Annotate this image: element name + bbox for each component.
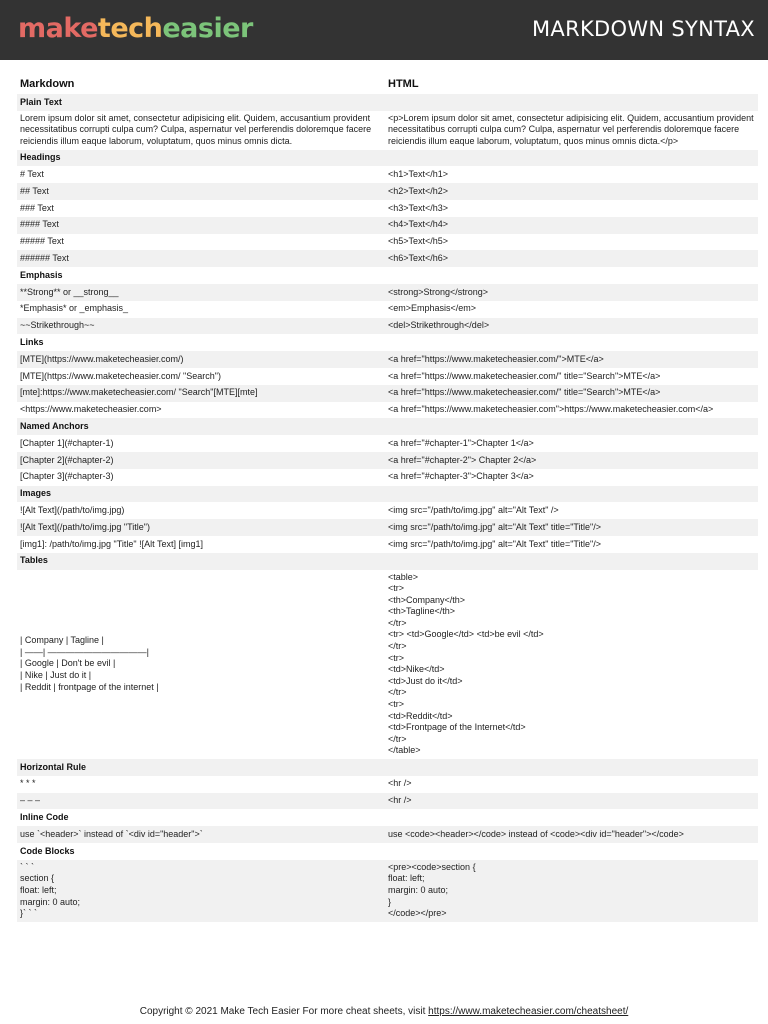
section-spacer [385, 843, 758, 860]
footer-copyright: Copyright © 2021 Make Tech Easier For more cheat sheets, visit [139, 1006, 429, 1017]
markdown-syntax-cell: [mte]:https://www.maketecheasier.com/ "Search"[MTE][mte] [17, 385, 385, 402]
footer [0, 1006, 768, 1017]
markdown-syntax-cell: ~~Strikethrough~~ [17, 318, 385, 335]
markdown-syntax-cell: <https://www.maketecheasier.com> [20, 404, 162, 415]
section-header [17, 759, 758, 776]
markdown-syntax-cell: Lorem ipsum dolor sit amet, consectetur adipisicing elit. Quidem, accusantium provident necessitatibus corrupti culpa cum? Culpa, aspernatur vel perferendis doloremque facere reiciendis illum eaque laborum, voluptatum, quos minus omnis dicta. [20, 112, 374, 146]
section-spacer [385, 334, 758, 351]
html-equivalent-cell: use <code><header></code> instead of <code><div id="header"></code> [385, 826, 758, 843]
markdown-syntax-cell: **Strong** or __strong__ [17, 284, 385, 301]
page-title: MARKDOWN SYNTAX [531, 17, 755, 41]
syntax-row [17, 536, 758, 553]
syntax-row [17, 250, 758, 267]
section-title: Horizontal Rule [17, 759, 385, 776]
markdown-syntax-cell: ## Text [17, 183, 385, 200]
markdown-syntax-cell: | Company | Tagline | | ——| ———————————| | Google | Don't be evil | | Nike | Just do it | | Reddit | frontpage of the internet | [20, 635, 159, 692]
markdown-syntax-cell: [img1]: /path/to/img.jpg "Title" ![Alt Text] [img1] [20, 538, 203, 549]
html-equivalent-cell: <h2>Text</h2> [385, 183, 758, 200]
column-header-html: HTML [388, 78, 419, 91]
syntax-row [17, 502, 758, 519]
syntax-row [17, 318, 758, 335]
section-spacer [385, 759, 758, 776]
syntax-row [17, 793, 758, 810]
syntax-row [17, 519, 758, 536]
syntax-row [17, 435, 758, 452]
markdown-syntax-cell: *Emphasis* or _emphasis_ [20, 303, 129, 314]
html-equivalent-cell: <img src="/path/to/img.jpg" alt="Alt Text" title="Title"/> [388, 538, 602, 549]
syntax-row [17, 234, 758, 251]
markdown-syntax-cell: [MTE](https://www.maketecheasier.com/) [17, 351, 385, 368]
html-equivalent-cell: <h6>Text</h6> [385, 250, 758, 267]
markdown-syntax-cell: [MTE](https://www.maketecheasier.com/ "Search") [20, 370, 221, 381]
syntax-row [17, 402, 758, 419]
syntax-row [17, 200, 758, 217]
html-equivalent-cell: <h5>Text</h5> [388, 236, 449, 247]
html-equivalent-cell: <img src="/path/to/img.jpg" alt="Alt Text" /> [388, 504, 559, 515]
html-equivalent-cell: <a href="#chapter-2"> Chapter 2</a> [385, 452, 758, 469]
site-logo[interactable] [18, 13, 253, 44]
syntax-row [17, 826, 758, 843]
section-spacer [385, 809, 758, 826]
section-title: Named Anchors [17, 418, 385, 435]
markdown-syntax-cell: ##### Text [20, 236, 64, 247]
syntax-row [17, 469, 758, 486]
syntax-row [17, 284, 758, 301]
markdown-syntax-cell: ### Text [20, 202, 54, 213]
html-equivalent-cell: <h1>Text</h1> [388, 168, 449, 179]
section-spacer [385, 418, 758, 435]
column-header-markdown: Markdown [20, 78, 75, 91]
html-equivalent-cell: <hr /> [385, 793, 758, 810]
section-spacer [385, 553, 758, 570]
markdown-syntax-cell: – – – [17, 793, 385, 810]
markdown-syntax-cell: # Text [20, 168, 44, 179]
markdown-syntax-cell: ![Alt Text](/path/to/img.jpg "Title") [17, 519, 385, 536]
markdown-syntax-cell: [Chapter 3](#chapter-3) [20, 471, 114, 482]
markdown-syntax-cell: [Chapter 2](#chapter-2) [17, 452, 385, 469]
section-spacer [385, 150, 758, 167]
section-title: Headings [17, 150, 385, 167]
html-equivalent-cell: <a href="https://www.maketecheasier.com/" title="Search">MTE</a> [385, 385, 758, 402]
syntax-row [17, 217, 758, 234]
section-title: Emphasis [20, 269, 63, 280]
html-equivalent-cell: <a href="#chapter-1">Chapter 1</a> [388, 437, 534, 448]
section-spacer [385, 267, 758, 284]
top-banner [0, 0, 768, 60]
markdown-syntax-cell: use `<header>` instead of `<div id="header">` [17, 826, 385, 843]
section-header [17, 150, 758, 167]
column-header-row [17, 76, 758, 94]
html-equivalent-cell: <p>Lorem ipsum dolor sit amet, consectetur adipisicing elit. Quidem, accusantium provident necessitatibus corrupti culpa cum? Culpa, aspernatur vel perferendis doloremque facere reiciendis illum eaque laborum, voluptatum, quos minus omnis dicta.</p> [388, 112, 757, 146]
section-spacer [385, 94, 758, 111]
html-equivalent-cell: <hr /> [388, 778, 412, 789]
syntax-row [17, 351, 758, 368]
syntax-row [17, 776, 758, 793]
cheatsheet-link[interactable]: https://www.maketecheasier.com/cheatsheet/ [428, 1006, 629, 1017]
html-equivalent-cell: <a href="https://www.maketecheasier.com">https://www.maketecheasier.com</a> [388, 404, 714, 415]
section-title: Links [20, 336, 44, 347]
section-header [17, 843, 758, 860]
html-equivalent-cell: <h3>Text</h3> [388, 202, 449, 213]
logo-part-make: make [18, 13, 98, 44]
markdown-syntax-cell: ` ` ` section { float: left; margin: 0 auto; }` ` ` [17, 860, 385, 922]
markdown-syntax-cell: [Chapter 1](#chapter-1) [20, 437, 114, 448]
html-equivalent-cell: <table> <tr> <th>Company</th> <th>Tagline</th> </tr> <tr> <td>Google</td> <td>be evil </td> </tr> <tr> <td>Nike</td> <td>Just do it</td> </tr> <tr> <td>Reddit</td> <td>Frontpage of the Internet</td> </tr> </table> [388, 571, 544, 756]
section-header [17, 94, 758, 111]
section-title: Inline Code [20, 811, 69, 822]
section-header [17, 267, 758, 284]
syntax-row [17, 385, 758, 402]
section-header [17, 334, 758, 351]
syntax-row [17, 368, 758, 385]
html-equivalent-cell: <a href="#chapter-3">Chapter 3</a> [388, 471, 534, 482]
html-equivalent-cell: <a href="https://www.maketecheasier.com/" title="Search">MTE</a> [388, 370, 661, 381]
markdown-syntax-cell: * * * [20, 778, 36, 789]
syntax-row [17, 301, 758, 318]
html-equivalent-cell: <h4>Text</h4> [385, 217, 758, 234]
syntax-row [17, 452, 758, 469]
markdown-syntax-cell: #### Text [17, 217, 385, 234]
html-equivalent-cell: <pre><code>section { float: left; margin: 0 auto; } </code></pre> [385, 860, 758, 922]
syntax-row [17, 111, 758, 150]
logo-part-easier: easier [162, 13, 253, 44]
markdown-syntax-cell: ![Alt Text](/path/to/img.jpg) [20, 504, 125, 515]
section-title: Code Blocks [20, 845, 75, 856]
logo-part-tech: tech [97, 13, 163, 44]
section-title: Tables [17, 553, 385, 570]
syntax-table [17, 76, 758, 922]
syntax-row [17, 183, 758, 200]
html-equivalent-cell: <del>Strikethrough</del> [385, 318, 758, 335]
section-header [17, 809, 758, 826]
section-title: Plain Text [17, 94, 385, 111]
section-header [17, 418, 758, 435]
syntax-row [17, 860, 758, 922]
syntax-row [17, 166, 758, 183]
section-header [17, 553, 758, 570]
html-equivalent-cell: <img src="/path/to/img.jpg" alt="Alt Text" title="Title"/> [385, 519, 758, 536]
section-spacer [385, 486, 758, 503]
markdown-syntax-cell: ###### Text [17, 250, 385, 267]
html-equivalent-cell: <strong>Strong</strong> [385, 284, 758, 301]
section-title: Images [17, 486, 385, 503]
syntax-row [17, 570, 758, 760]
html-equivalent-cell: <em>Emphasis</em> [388, 303, 477, 314]
html-equivalent-cell: <a href="https://www.maketecheasier.com/">MTE</a> [385, 351, 758, 368]
section-header [17, 486, 758, 503]
